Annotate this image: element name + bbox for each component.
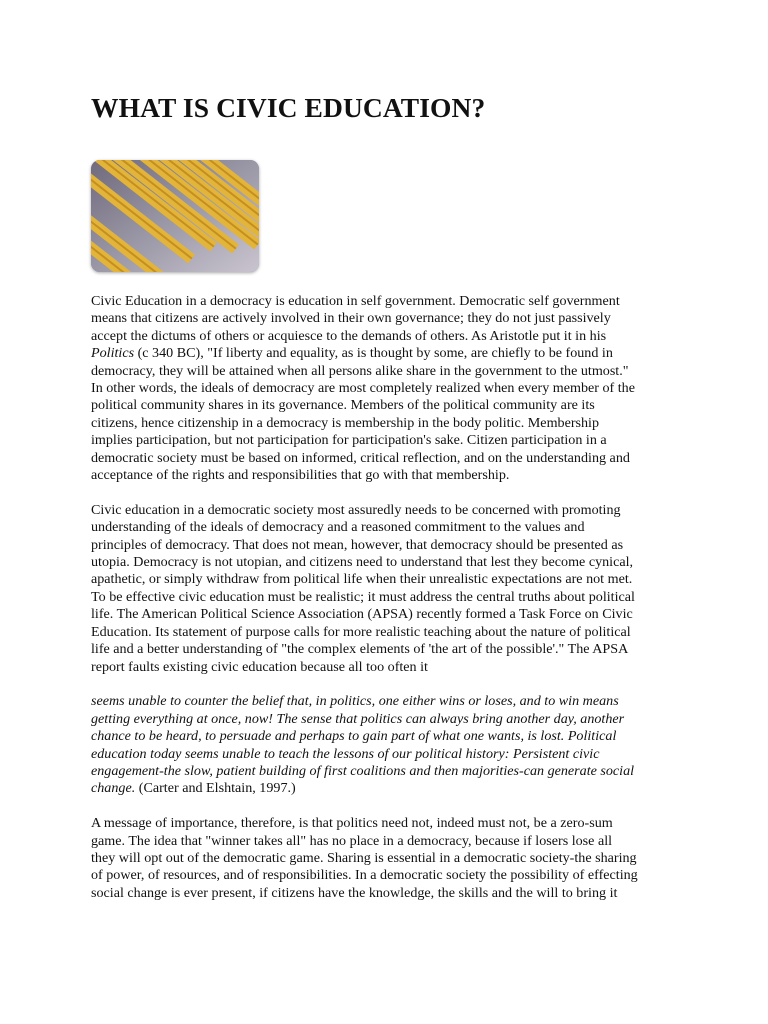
text-line: political community shares in its governance. Members of the political community are its xyxy=(91,397,595,414)
text-line: means that citizens are actively involved in their own governance; they do not just passively xyxy=(91,310,611,327)
quote-line: chance to be heard, to persuade and perhaps to gain part of what one wants, is lost. Political xyxy=(91,728,617,745)
text-line: Civic Education in a democracy is education in self government. Democratic self government xyxy=(91,293,620,309)
quote-line: getting everything at once, now! The sense that politics can always bring another day, another xyxy=(91,710,625,727)
text-line: principles of democracy. That does not mean, however, that democracy should be presented as xyxy=(91,536,624,553)
text-line: acceptance of the rights and responsibilities that go with that membership. xyxy=(91,467,510,484)
page-title: WHAT IS CIVIC EDUCATION? xyxy=(91,92,486,123)
text-line: of power, of resources, and of responsibilities. In a democratic society the possibility of effecting xyxy=(91,867,638,884)
text-line: life and a better understanding of "the complex elements of 'the art of the possible'." The APSA xyxy=(91,641,629,658)
quote-end: change. xyxy=(91,780,136,797)
text-line: understanding of the ideals of democracy and a reasoned commitment to the values and xyxy=(91,519,585,536)
text-line: To be effective civic education must be realistic; it must address the central truths about political xyxy=(91,588,635,605)
quote-line: education today seems unable to teach the lessons of our political history: Persistent civic xyxy=(91,745,600,762)
quote-line xyxy=(91,780,676,797)
text-line: they will opt out of the democratic game. Sharing is essential in a democratic society-the sharing xyxy=(91,849,637,866)
text-line: citizens, hence citizenship in a democracy is membership in the body politic. Membership xyxy=(91,414,600,431)
text-line: A message of importance, therefore, is that politics need not, indeed must not, be a zero-sum xyxy=(91,815,613,832)
text-line: Education. Its statement of purpose calls for more realistic teaching about the nature of political xyxy=(91,623,631,640)
quote-citation: (Carter and Elshtain, 1997.) xyxy=(135,780,296,797)
paragraph-intro xyxy=(91,293,676,484)
text-line: In other words, the ideals of democracy are most completely realized when every member of the xyxy=(91,380,635,397)
text-line: democratic society must be based on informed, critical reflection, and on the understanding and xyxy=(91,449,630,466)
book-title-politics: Politics xyxy=(91,345,135,362)
text-line: social change is ever present, if citizens have the knowledge, the skills and the will to bring it xyxy=(91,884,618,901)
text-line: apathetic, or simply withdraw from political life when their unrealistic expectations are not met. xyxy=(91,571,633,588)
text-segment: (c 340 BC), "If liberty and equality, as is thought by some, are chiefly to be found in xyxy=(134,345,613,362)
paragraph-realism xyxy=(91,502,676,676)
text-line: accept the dictums of others or acquiesce to the demands of others. As Aristotle put it in his xyxy=(91,327,607,344)
text-line: life. The American Political Science Association (APSA) recently formed a Task Force on Civic xyxy=(91,606,633,623)
text-line: utopia. Democracy is not utopian, and citizens need to understand that lest they become cynical, xyxy=(91,554,634,571)
text-line: implies participation, but not participation for participation's sake. Citizen participation in a xyxy=(91,432,607,449)
pencils-image xyxy=(91,160,259,272)
text-line xyxy=(91,345,676,362)
block-quote xyxy=(91,693,676,797)
text-line: democracy, they will be attained when all persons alike share in the government to the utmost." xyxy=(91,362,629,379)
quote-line: engagement-the slow, patient building of first coalitions and then majorities-can generate social xyxy=(91,762,635,779)
text-line: game. The idea that "winner takes all" has no place in a democracy, because if losers lose all xyxy=(91,832,613,849)
quote-line: seems unable to counter the belief that, in politics, one either wins or loses, and to win means xyxy=(91,693,619,710)
text-line: report faults existing civic education because all too often it xyxy=(91,658,428,675)
pencils-illustration xyxy=(91,160,259,272)
paragraph-zero-sum xyxy=(91,815,676,902)
text-line: Civic education in a democratic society most assuredly needs to be concerned with promoting xyxy=(91,501,621,518)
